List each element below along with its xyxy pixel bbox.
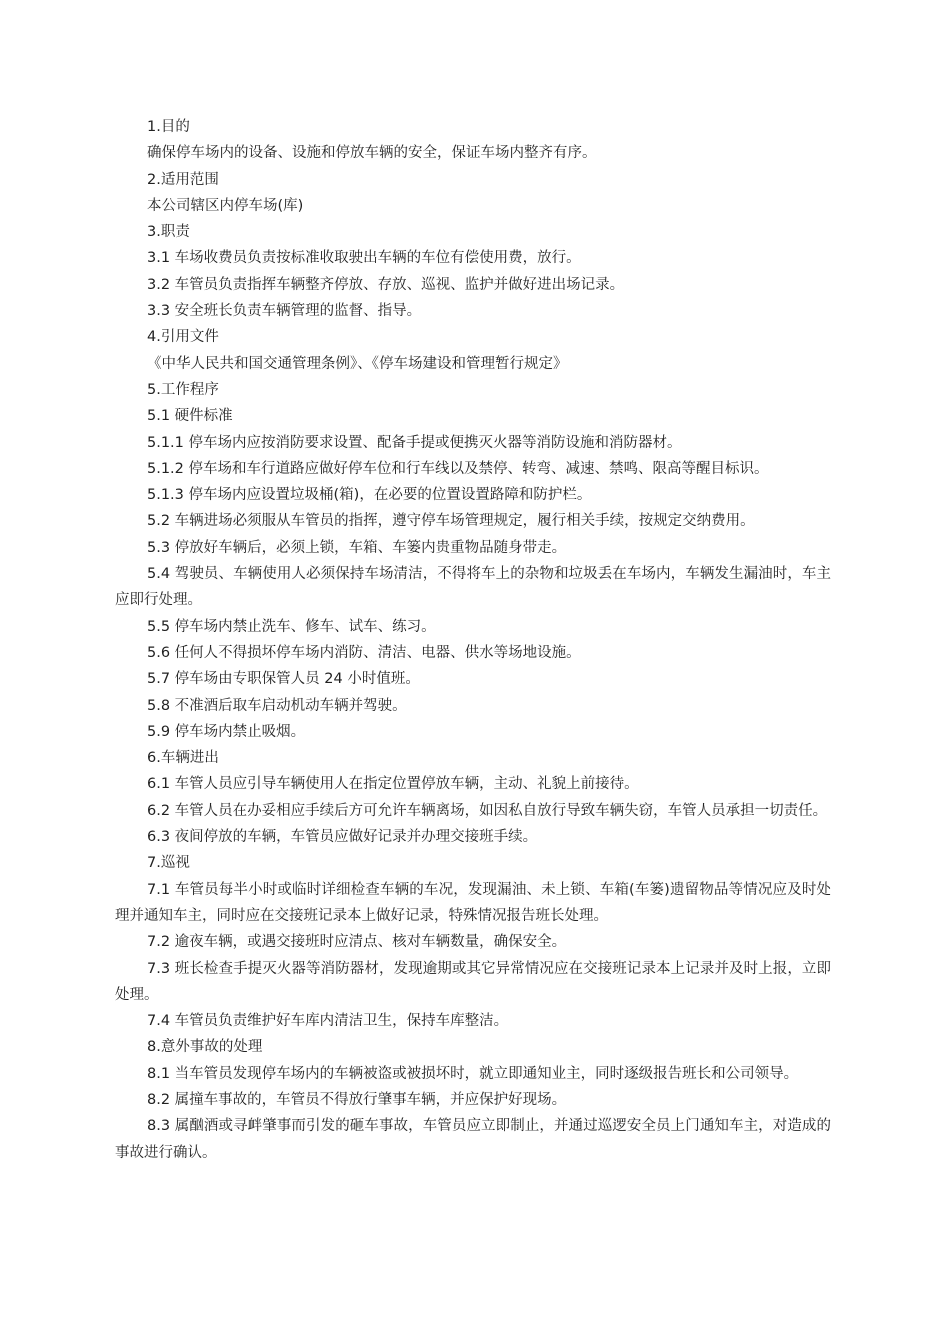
heading-patrol: 7.巡视 <box>147 855 190 872</box>
heading-scope: 2.适用范围 <box>147 171 219 188</box>
paragraph: 8.1 当车管员发现停车场内的车辆被盗或被损坏时，就立即通知业主，同时逐级报告班长和公司领导。 <box>147 1065 799 1082</box>
heading-procedure: 5.工作程序 <box>147 381 219 398</box>
paragraph: 3.3 安全班长负责车辆管理的监督、指导。 <box>147 303 422 320</box>
paragraph: 5.1.3 停车场内应设置垃圾桶(箱)，在必要的位置设置路障和防护栏。 <box>147 487 592 504</box>
paragraph: 7.3 班长检查手提灭火器等消防器材，发现逾期或其它异常情况应在交接班记录本上记录并及时上报，立即处理。 <box>115 960 831 1003</box>
paragraph: 6.2 车管人员在办妥相应手续后方可允许车辆离场，如因私自放行导致车辆失窃，车管人员承担一切责任。 <box>147 802 828 819</box>
heading-accident-handling: 8.意外事故的处理 <box>147 1039 263 1056</box>
paragraph: 5.2 车辆进场必须服从车管员的指挥，遵守停车场管理规定，履行相关手续，按规定交纳费用。 <box>147 513 755 530</box>
heading-responsibilities: 3.职责 <box>147 224 190 241</box>
heading-vehicle-entry-exit: 6.车辆进出 <box>147 750 219 767</box>
paragraph: 8.2 属撞车事故的，车管员不得放行肇事车辆，并应保护好现场。 <box>147 1091 567 1108</box>
paragraph: 7.2 逾夜车辆，或遇交接班时应清点、核对车辆数量，确保安全。 <box>147 934 567 951</box>
paragraph: 5.4 驾驶员、车辆使用人必须保持车场清洁，不得将车上的杂物和垃圾丢在车场内，车辆发生漏油时，车主应即行处理。 <box>115 566 831 609</box>
paragraph: 5.1.1 停车场内应按消防要求设置、配备手提或便携灭火器等消防设施和消防器材。 <box>147 434 682 451</box>
paragraph: 6.3 夜间停放的车辆，车管员应做好记录并办理交接班手续。 <box>147 829 538 846</box>
paragraph: 《中华人民共和国交通管理条例》、《停车场建设和管理暂行规定》 <box>147 355 568 372</box>
heading-purpose: 1.目的 <box>147 119 190 135</box>
paragraph: 3.2 车管员负责指挥车辆整齐停放、存放、巡视、监护并做好进出场记录。 <box>147 276 625 293</box>
paragraph: 5.8 不准酒后取车启动机动车辆并驾驶。 <box>147 697 407 714</box>
paragraph: 5.3 停放好车辆后，必须上锁，车箱、车篓内贵重物品随身带走。 <box>147 539 567 556</box>
paragraph: 3.1 车场收费员负责按标准收取驶出车辆的车位有偿使用费，放行。 <box>147 250 581 267</box>
subheading-hardware: 5.1 硬件标准 <box>147 408 233 425</box>
paragraph: 6.1 车管人员应引导车辆使用人在指定位置停放车辆，主动、礼貌上前接待。 <box>147 776 639 793</box>
paragraph: 5.5 停车场内禁止洗车、修车、试车、练习。 <box>147 618 436 635</box>
paragraph: 5.7 停车场由专职保管人员 24 小时值班。 <box>147 671 420 688</box>
paragraph: 5.9 停车场内禁止吸烟。 <box>147 723 306 740</box>
paragraph: 本公司辖区内停车场(库) <box>147 197 304 214</box>
paragraph: 5.6 任何人不得损坏停车场内消防、清洁、电器、供水等场地设施。 <box>147 644 581 661</box>
paragraph: 确保停车场内的设备、设施和停放车辆的安全，保证车场内整齐有序。 <box>147 145 597 162</box>
paragraph: 8.3 属酗酒或寻衅肇事而引发的砸车事故，车管员应立即制止，并通过巡逻安全员上门通知车主，对造成的事故进行确认。 <box>115 1118 831 1161</box>
document-body <box>115 114 831 1166</box>
paragraph: 5.1.2 停车场和车行道路应做好停车位和行车线以及禁停、转弯、减速、禁鸣、限高等醒目标识。 <box>147 460 769 477</box>
heading-references: 4.引用文件 <box>147 329 219 346</box>
paragraph: 7.4 车管员负责维护好车库内清洁卫生，保持车库整洁。 <box>147 1013 509 1030</box>
paragraph: 7.1 车管员每半小时或临时详细检查车辆的车况，发现漏油、未上锁、车箱(车篓)遗留物品等情况应及时处理并通知车主，同时应在交接班记录本上做好记录，特殊情况报告班长处理。 <box>115 881 831 924</box>
